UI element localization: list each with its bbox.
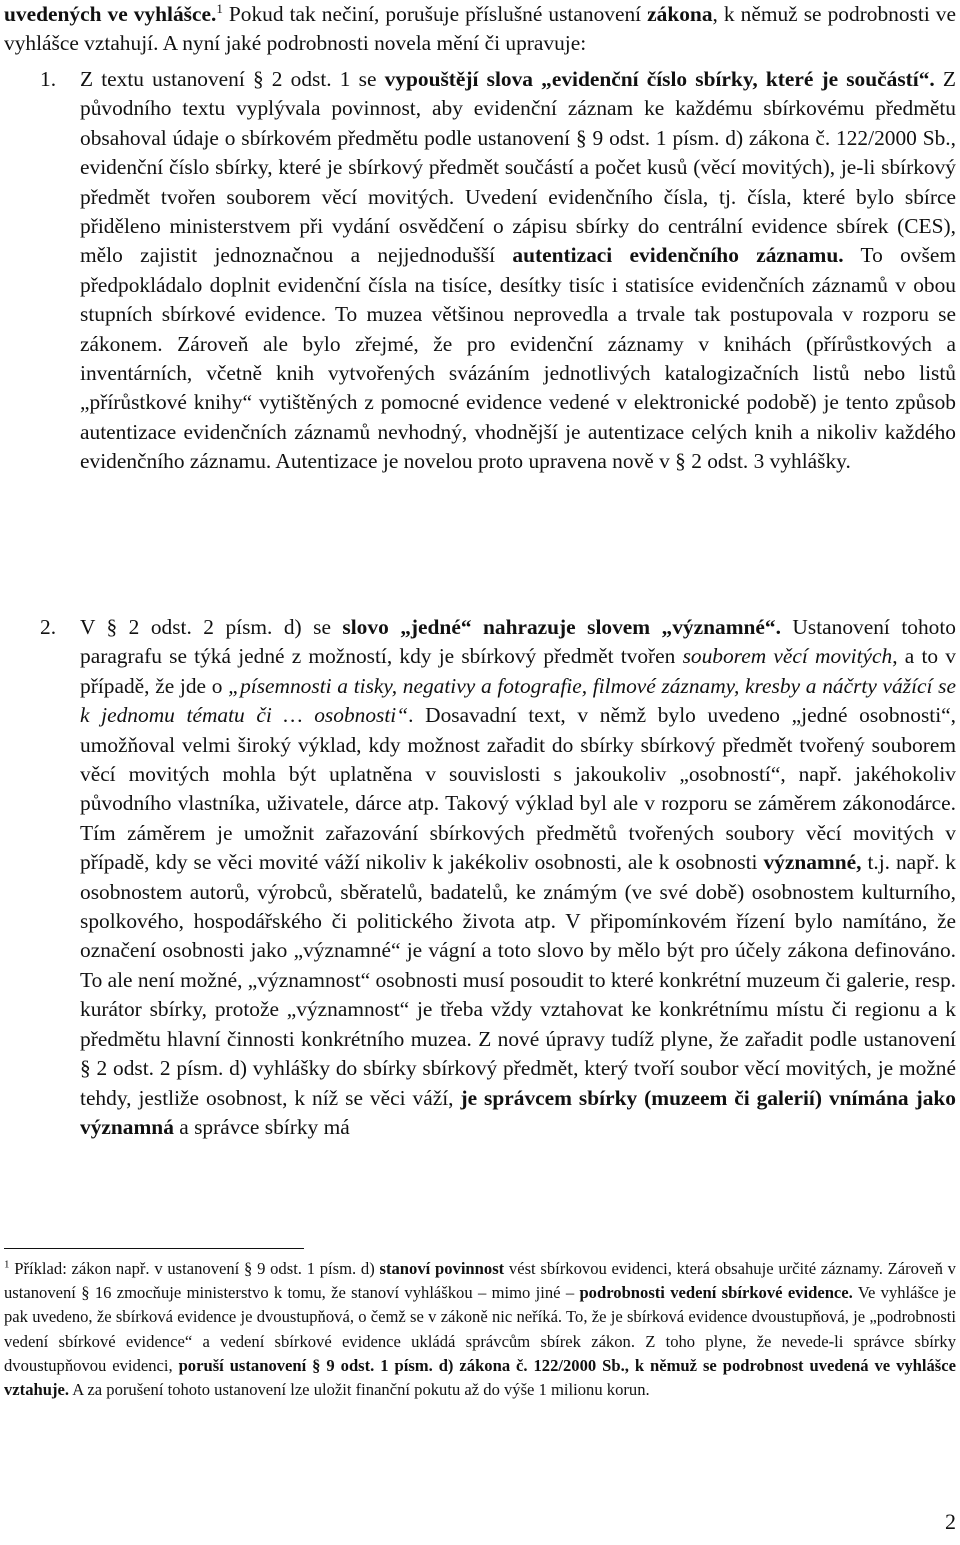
amendment-item-1 (80, 65, 956, 477)
footnote-text-d: A za porušení tohoto ustanovení lze uložit finanční pokutu až do výše 1 milionu korun. (68, 1380, 650, 1400)
item1-text-b: Z původního textu vyplývala povinnost, aby evidenční záznam ke každému sbírkovému předmětu obsahoval údaje o sbírkovém předmětu podle ustanovení § 9 odst. 1 písm. d) zákona č. 122/2000 Sb., evidenční číslo sbírky, které je sbírkový předmět součástí a počet kusů (věcí movitých), je-li sbírkový předmět tvořen souborem věcí movitých. Uvedení evidenčního čísla, tj. čísla, které bylo sbírce přiděleno ministerstvem při vydání osvědčení o zápisu sbírky do centrální evidence sbírek (CES), mělo zajistit jednoznačnou a nejjednodušší (80, 67, 956, 268)
footnote-text-a: Příklad: zákon např. v ustanovení § 9 odst. 1 písm. d) (9, 1259, 380, 1278)
footnote (4, 1257, 956, 1402)
item2-text-d: . Dosavadní text, v němž bylo uvedeno „jedné osobnosti“, umožňoval velmi široký výklad, kdy možnost zařadit do sbírky sbírkový předmět tvořený souborem věcí movitých mohla být uplatněna v souvislosti s jakoukoliv „osobností“, např. jakéhokoliv původního vlastníka, uživatele, dárce atp. Takový výklad byl ale v rozporu se záměrem zákonodárce. Tím záměrem je umožnit zařazování sbírkových předmětů tvořených soubory věcí movitých v případě, kdy se věci movité váží nikoliv k jakékoliv osobnosti, ale k osobnosti (80, 703, 957, 875)
footnote-bold-violation: poruší ustanovení § 9 odst. 1 písm. d) zákona č. 122/2000 Sb., k němuž se podrobnost uvedená ve vyhlášce vztahuje. (4, 1355, 956, 1400)
item2-italic-collection: souborem věcí movitých (682, 644, 893, 669)
footnote-bold-details: podrobnosti vedení sbírkové evidence. (579, 1283, 853, 1303)
item2-bold-significant: významné, (763, 850, 862, 875)
footnote-divider (4, 1248, 304, 1249)
item2-bold-replacement: slovo „jedné“ nahrazuje slovem „významné“. (342, 615, 781, 639)
page-number: 2 (945, 1509, 956, 1534)
item2-text-a: V § 2 odst. 2 písm. d) se (80, 615, 343, 639)
item-number-1: 1. (40, 67, 57, 91)
item1-text-c: To ovšem předpokládalo doplnit evidenční čísla na tisíce, desítky tisíc i statisíce evidenčních záznamů v obou stupních sbírkové evidence. To muzea většinou neprovedla a trvale tak postupovala v rozporu se zákonem. Zároveň ale bylo zřejmé, že pro evidenční záznamy v knihách (přírůstkových a inventárních, včetně knih vytvořených svázáním jednotlivých katalogizačních listů nebo listů „přírůstkové knihy“ vytištěných z pomocné evidence vedené v elektronické podobě) je tento způsob autentizace evidenčních záznamů nevhodný, vhodnější je autentizace celých knih a nikoliv každého evidenčního záznamu. Autentizace je novelou proto upravena nově v § 2 odst. 3 vyhlášky. (80, 243, 956, 474)
item2-text-b: Ustanovení tohoto paragrafu se týká jedné z možností, kdy je sbírkový předmět tvořen (80, 615, 956, 669)
intro-paragraph (4, 0, 956, 59)
item2-italic-quote: „písemnosti a tisky, negativy a fotografie, filmové záznamy, kresby a náčrty vážící se k jednomu tématu či … osobnosti“ (80, 673, 956, 728)
item2-text-f: a správce sbírky má (173, 1114, 350, 1139)
item2-text-e: t.j. např. k osobnostem autorů, výrobců, sběratelů, badatelů, ke známým (ve své době) osobnostem kulturního, spolkového, hospodářského či politického života atp. V připomínkovém řízení bylo namítáno, že označení osobnosti jako „významné“ je vágní a toto slovo by mělo být pro účely zákona definováno. To ale není možné, „významnost“ osobnosti musí posoudit to které konkrétní muzeum či galerie, resp. kurátor sbírky, protože „významnost“ je třeba vždy vztahovat ke konkrétnímu místu či regionu a k předmětu hlavní činnosti konkrétního muzea. Z nové úpravy tudíž plyne, že zařadit podle ustanovení § 2 odst. 2 písm. d) vyhlášky do sbírky sbírkový předmět, který tvoří soubor věcí movitých, je možné tehdy, jestliže osobnost, k níž se věci váží, (80, 850, 956, 1110)
item1-bold-deleted-words: vypouštějí slova „evidenční číslo sbírky, které je součástí“. (384, 67, 935, 91)
footnote-marker: 1 (4, 1258, 10, 1271)
item-number-2: 2. (40, 615, 57, 639)
item2-bold-perceived: je správcem sbírky (muzeem či galerií) vnímána jako významná (80, 1085, 956, 1139)
amendment-item-2 (80, 613, 956, 1142)
footnote-text-c: Ve vyhlášce je pak uvedeno, že sbírková evidence je dvoustupňová, o čemž se v zákoně nic neříká. To, že je sbírková evidence dvoustupňová, je „podrobnosti vedení sbírkové evidence“ a vedení sbírkové evidence ukládá správcům sbírek zákon. Z toho plyne, že nevede-li správce sbírky dvoustupňovou evidenci, (4, 1283, 956, 1375)
footnote-reference[interactable]: 1 (216, 0, 223, 16)
item2-text-c: , a to v případě, že jde o (80, 644, 956, 698)
item1-text-a: Z textu ustanovení § 2 odst. 1 se (80, 67, 385, 91)
intro-text-end: , k němuž se podrobnosti ve vyhlášce vztahují. A nyní jaké podrobnosti novela mění či upravuje: (4, 2, 956, 56)
footnote-text-b: vést sbírkovou evidenci, která obsahuje určité záznamy. Zároveň v ustanovení § 16 zmocňuje ministerstvo k tomu, že stanoví vyhláškou – mimo jiné – (4, 1259, 956, 1303)
intro-bold-start: uvedených ve vyhlášce. (4, 2, 217, 26)
footnote-bold-duty: stanoví povinnost (379, 1259, 505, 1278)
intro-bold-law: zákona (647, 2, 713, 26)
item1-bold-authentication: autentizaci evidenčního záznamu. (512, 243, 844, 268)
intro-text: Pokud tak nečiní, porušuje příslušné ustanovení (222, 2, 648, 26)
